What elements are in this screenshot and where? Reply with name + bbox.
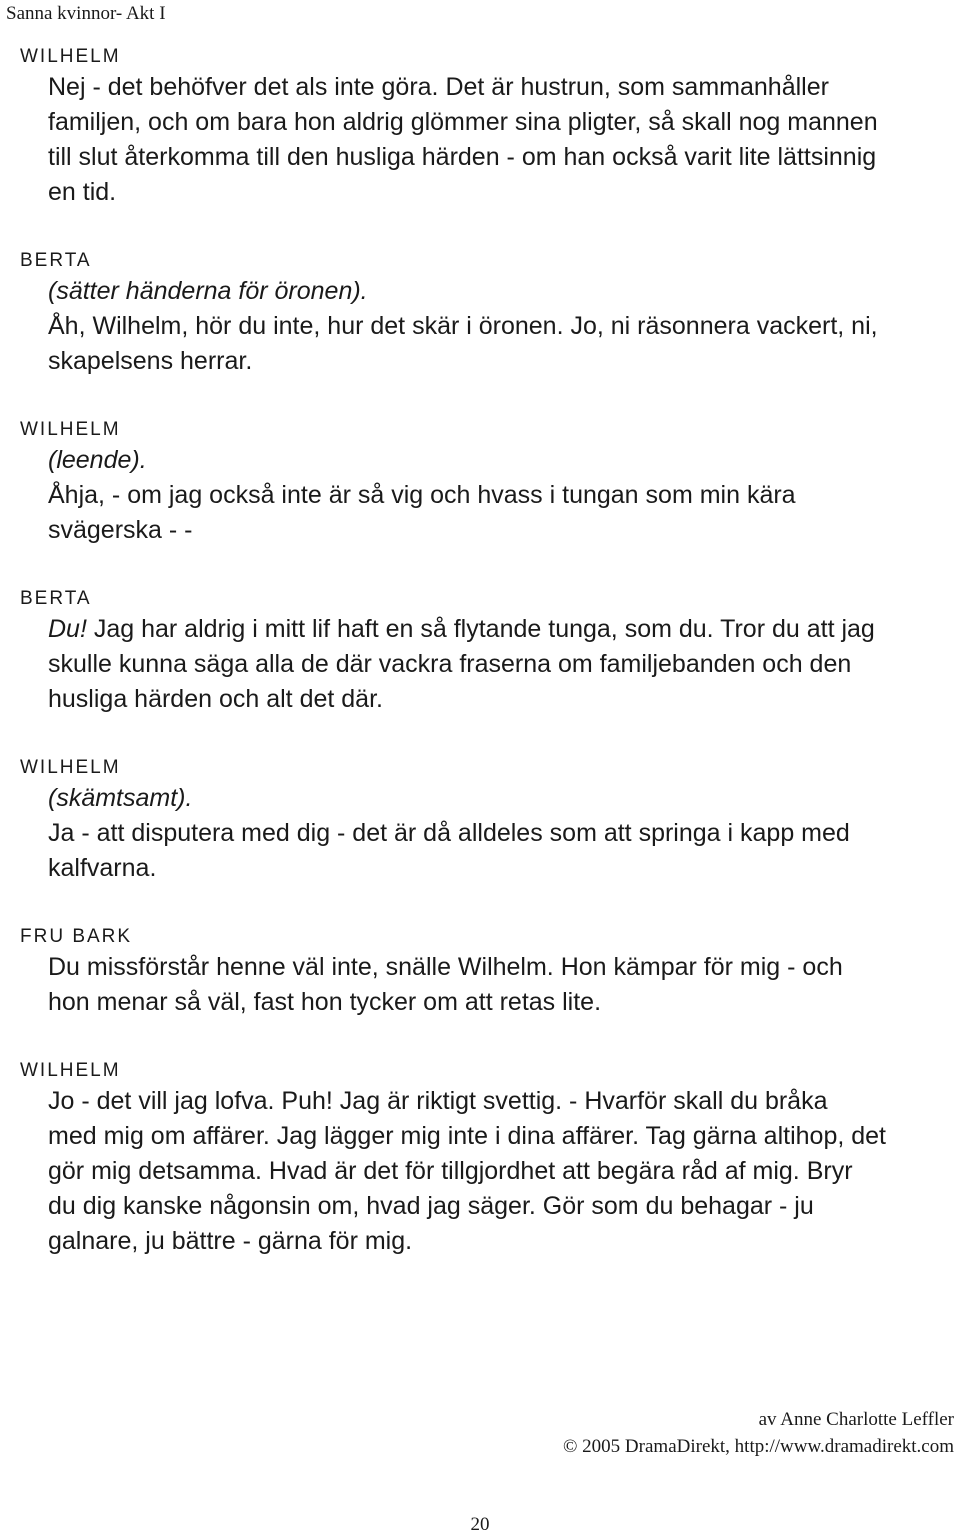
dialogue-block	[20, 1058, 953, 1259]
stage-direction: (skämtsamt).	[48, 784, 193, 812]
dialogue-line: med mig om affärer. Jag lägger mig inte i dina affärer. Tag gärna altihop, det	[48, 1122, 887, 1150]
dialogue-line: hon menar så väl, fast hon tycker om att retas lite.	[48, 988, 602, 1016]
emphasized-word: Du!	[48, 615, 87, 643]
author-credit: av Anne Charlotte Leffler	[758, 1409, 954, 1430]
dialogue-block	[20, 755, 953, 886]
dialogue-line: galnare, ju bättre - gärna för mig.	[48, 1227, 413, 1255]
speaker-name: WILHELM	[20, 1060, 121, 1081]
dialogue-block	[20, 417, 953, 548]
speaker-name: WILHELM	[20, 46, 121, 67]
copyright-notice: © 2005 DramaDirekt, http://www.dramadirekt.com	[563, 1436, 954, 1457]
dialogue-block	[20, 924, 953, 1020]
speaker-name: BERTA	[20, 250, 92, 271]
page-footer	[563, 1406, 954, 1460]
dialogue-line-text: Jag har aldrig i mitt lif haft en så flytande tunga, som du. Tror du att jag	[86, 615, 875, 643]
dialogue-line: Ja - att disputera med dig - det är då alldeles som att springa i kapp med	[48, 819, 850, 847]
dialogue-line: Nej - det behöfver det als inte göra. Det är hustrun, som sammanhåller	[48, 73, 829, 101]
dialogue-line: en tid.	[48, 178, 117, 206]
script-body	[20, 44, 953, 1297]
stage-direction: (leende).	[48, 446, 147, 474]
speaker-name: BERTA	[20, 588, 92, 609]
dialogue-line: kalfvarna.	[48, 854, 157, 882]
dialogue-block	[20, 248, 953, 379]
dialogue-line: skulle kunna säga alla de där vackra fraserna om familjebanden och den	[48, 650, 852, 678]
dialogue-line	[48, 612, 953, 647]
speaker-name: WILHELM	[20, 757, 121, 778]
dialogue-line: familjen, och om bara hon aldrig glömmer sina pligter, så skall nog mannen	[48, 108, 878, 136]
page-number: 20	[470, 1514, 490, 1535]
dialogue-line: Du missförstår henne väl inte, snälle Wilhelm. Hon kämpar för mig - och	[48, 953, 843, 981]
running-header: Sanna kvinnor- Akt I	[6, 3, 166, 24]
dialogue-line: skapelsens herrar.	[48, 347, 253, 375]
dialogue-line: Jo - det vill jag lofva. Puh! Jag är riktigt svettig. - Hvarför skall du bråka	[48, 1087, 828, 1115]
speaker-name: FRU BARK	[20, 926, 133, 947]
dialogue-line: till slut återkomma till den husliga härden - om han också varit lite lättsinnig	[48, 143, 877, 171]
stage-direction: (sätter händerna för öronen).	[48, 277, 368, 305]
dialogue-line: gör mig detsamma. Hvad är det för tillgjordhet att begära råd af mig. Bryr	[48, 1157, 853, 1185]
speaker-name: WILHELM	[20, 419, 121, 440]
dialogue-block	[20, 586, 953, 717]
dialogue-block	[20, 44, 953, 210]
dialogue-line: Åhja, - om jag också inte är så vig och hvass i tungan som min kära	[48, 481, 796, 509]
dialogue-line: husliga härden och alt det där.	[48, 685, 383, 713]
dialogue-line: Åh, Wilhelm, hör du inte, hur det skär i öronen. Jo, ni räsonnera vackert, ni,	[48, 312, 878, 340]
dialogue-line: svägerska - -	[48, 516, 193, 544]
dialogue-line: du dig kanske någonsin om, hvad jag säger. Gör som du behagar - ju	[48, 1192, 814, 1220]
